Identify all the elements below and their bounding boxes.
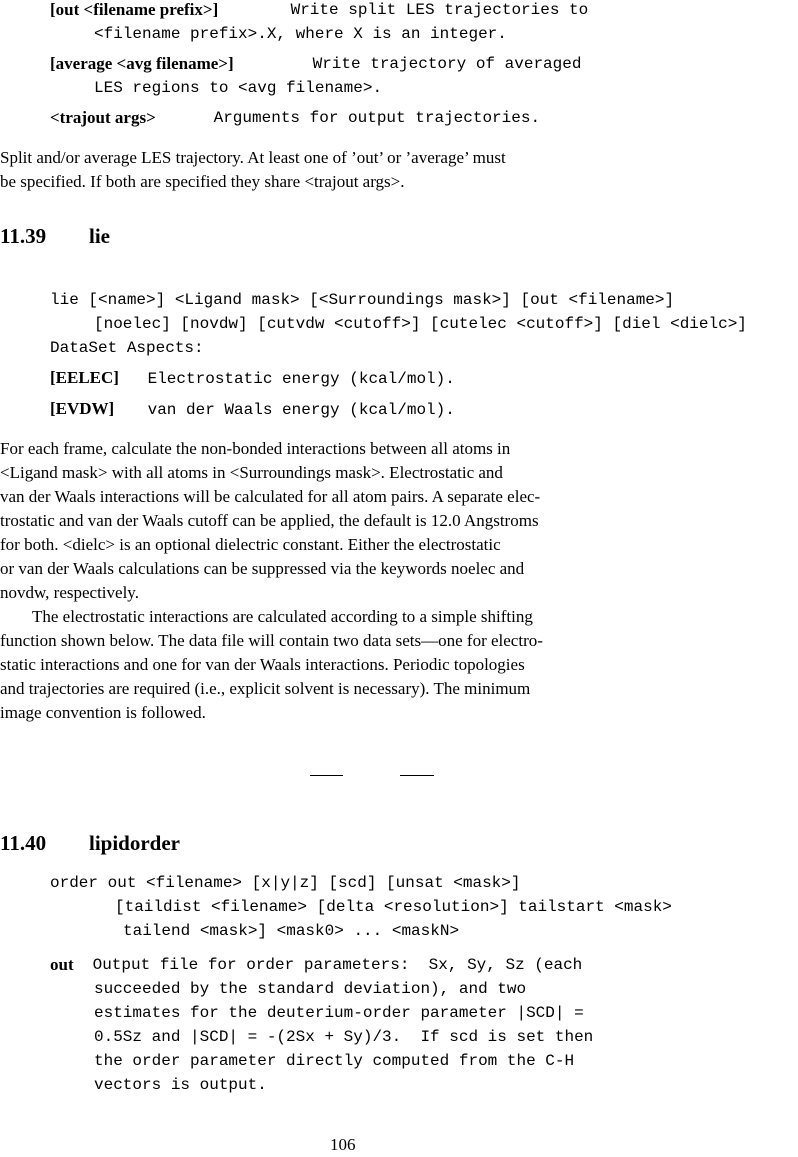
lie-para1-line5: for both. <dielc> is an optional dielectric constant. Either the electrostatic — [0, 535, 501, 554]
lipidorder-out-desc-line3: estimates for the deuterium-order parameter |SCD| = — [94, 1004, 584, 1022]
lie-eelec-desc: Electrostatic energy (kcal/mol). — [138, 370, 455, 388]
les-out-term: [out <filename prefix>] — [50, 0, 219, 19]
formula-rule-left — [310, 775, 343, 776]
lie-para1-line4: trostatic and van der Waals cutoff can be applied, the default is 12.0 Angstroms — [0, 511, 539, 530]
les-out-desc-line2: <filename prefix>.X, where X is an integer. — [94, 25, 507, 43]
lie-para2-line4: and trajectories are required (i.e., explicit solvent is necessary). The minimum — [0, 679, 531, 698]
lie-para1-line3: van der Waals interactions will be calculated for all atom pairs. A separate elec- — [0, 487, 541, 506]
lipidorder-syntax-line3: tailend <mask>] <mask0> ... <maskN> — [123, 922, 460, 940]
lie-syntax-line1: lie [<name>] <Ligand mask> [<Surroundings mask>] [out <filename>] — [50, 291, 675, 309]
les-out-desc-line1: Write split LES trajectories to — [281, 1, 589, 19]
lie-syntax-line2: [noelec] [novdw] [cutvdw <cutoff>] [cutelec <cutoff>] [diel <dielc>] — [94, 315, 747, 333]
lie-evdw-term: [EVDW] — [50, 399, 115, 418]
les-trajout-desc: Arguments for output trajectories. — [204, 109, 541, 127]
page-number: 106 — [330, 1135, 356, 1154]
les-paragraph-line1: Split and/or average LES trajectory. At least one of ’out’ or ’average’ must — [0, 148, 506, 167]
lipidorder-syntax-line1: order out <filename> [x|y|z] [scd] [unsat <mask>] — [50, 874, 521, 892]
section-number-lipidorder: 11.40 — [0, 831, 47, 855]
lie-para2-line5: image convention is followed. — [0, 703, 206, 722]
section-number-lie: 11.39 — [0, 224, 47, 248]
lipidorder-out-desc-line5: the order parameter directly computed from the C-H — [94, 1052, 575, 1070]
lie-eelec-term: [EELEC] — [50, 368, 119, 387]
lipidorder-syntax-line2: [taildist <filename> [delta <resolution>] tailstart <mask> — [115, 898, 672, 916]
les-average-term: [average <avg filename>] — [50, 54, 234, 73]
section-title-lipidorder: lipidorder — [89, 831, 181, 855]
lipidorder-out-desc-line6: vectors is output. — [94, 1076, 267, 1094]
lie-para2-line3: static interactions and one for van der Waals interactions. Periodic topologies — [0, 655, 525, 674]
section-title-lie: lie — [89, 224, 110, 248]
lie-para1-line6: or van der Waals calculations can be suppressed via the keywords noelec and — [0, 559, 525, 578]
lie-para1-line2: <Ligand mask> with all atoms in <Surroundings mask>. Electrostatic and — [0, 463, 503, 482]
lie-aspects-label: DataSet Aspects: — [50, 339, 204, 357]
lie-para2-line2: function shown below. The data file will contain two data sets—one for electro- — [0, 631, 543, 650]
lie-para1-line7: novdw, respectively. — [0, 583, 139, 602]
les-paragraph-line2: be specified. If both are specified they share <trajout args>. — [0, 172, 405, 191]
les-trajout-term: <trajout args> — [50, 108, 156, 127]
lipidorder-out-desc-line4: 0.5Sz and |SCD| = -(2Sx + Sy)/3. If scd is set then — [94, 1028, 594, 1046]
les-average-desc-line1: Write trajectory of averaged — [303, 55, 582, 73]
lie-para2-line1: The electrostatic interactions are calculated according to a simple shifting — [32, 607, 533, 626]
lie-evdw-desc: van der Waals energy (kcal/mol). — [138, 401, 455, 419]
lipidorder-out-desc-line2: succeeded by the standard deviation), and two — [94, 980, 527, 998]
lipidorder-out-term: out — [50, 955, 74, 974]
lipidorder-out-desc-line1: Output file for order parameters: Sx, Sy, Sz (each — [83, 956, 583, 974]
formula-rule-right — [400, 775, 434, 776]
lie-para1-line1: For each frame, calculate the non-bonded interactions between all atoms in — [0, 439, 511, 458]
les-average-desc-line2: LES regions to <avg filename>. — [94, 79, 383, 97]
